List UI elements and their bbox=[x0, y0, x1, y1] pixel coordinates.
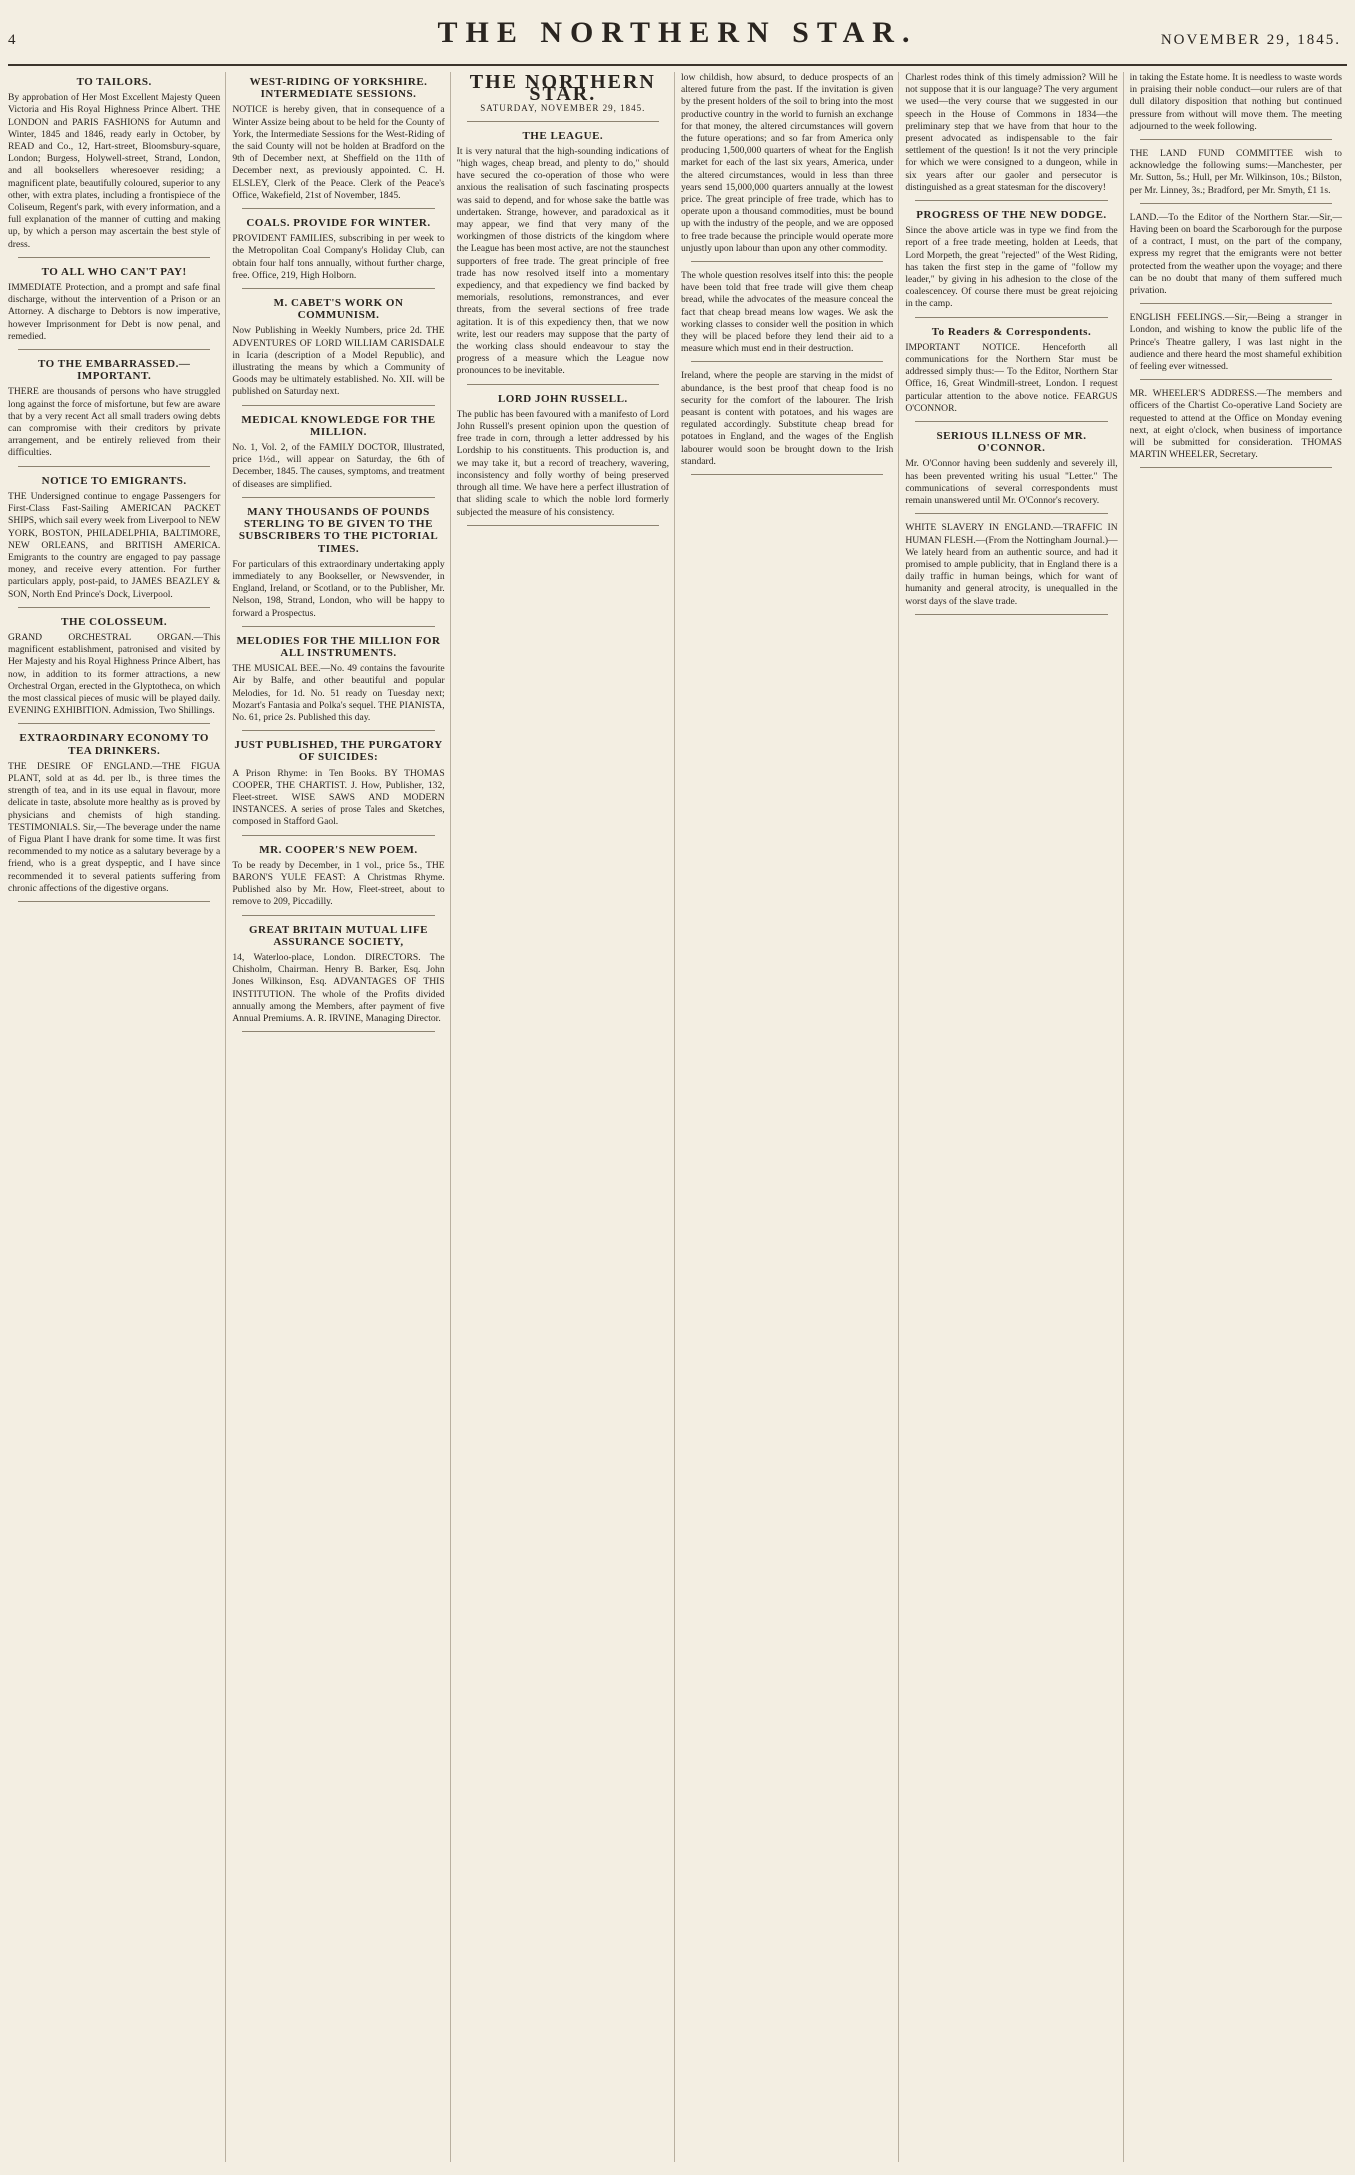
article-body: Now Publishing in Weekly Numbers, price 2d. THE ADVENTURES OF LORD WILLIAM CARISDALE in Icaria (description of a Model Republic), and illustrating the means by which a Community of Goods may be ultimately established. No. XII. will be published on Saturday next. bbox=[232, 325, 445, 398]
article-heading: To Readers & Correspondents. bbox=[931, 325, 1092, 338]
page-number: 4 bbox=[8, 32, 16, 48]
column-2 bbox=[232, 72, 450, 2162]
article-heading: TO TAILORS. bbox=[76, 76, 152, 88]
article-section bbox=[681, 72, 893, 262]
article-section bbox=[905, 522, 1117, 614]
article-section bbox=[232, 217, 444, 289]
article-section bbox=[457, 393, 669, 526]
article-body: IMMEDIATE Protection, and a prompt and safe final discharge, without the intervention of a Prison or an Attorney. A discharge to Debtors is now imperative, however Imprisonment for Debt is now penal, and remedied. bbox=[8, 282, 221, 342]
article-body: PROVIDENT FAMILIES, subscribing in per week to the Metropolitan Coal Company's Holiday Club, can obtain four half tons annually, without further charge, free. Office, 219, High Holborn. bbox=[232, 233, 445, 281]
article-section bbox=[8, 266, 220, 350]
article-body: The public has been favoured with a manifesto of Lord John Russell's present opinion upon the question of free trade in corn, through a letter addressed by his Lordship to his constituents. This production is, and we may take it, but a record of treachery, wavering, inconsistency and folly worthy of being preserved through all time. We have here a perfect illustration of that sliding scale to which the noble lord formerly subjected the measure of his consistency. bbox=[456, 408, 669, 518]
article-body: THERE are thousands of persons who have struggled long against the force of misfortune, but few are aware that by a very recent Act all small traders owing debts can compromise with their creditors by private arrangement, and be entirely relieved from their difficulties. bbox=[8, 386, 221, 459]
article-body: The whole question resolves itself into this: the people have been told that free trade will give them cheap bread, while the advocates of the measure conceal the fact that cheap bread means low wages. We ask the working classes to consider well the position in which they will be placed before they lend their aid to a measure which must end in their destruction. bbox=[680, 270, 894, 355]
section-divider bbox=[18, 723, 210, 724]
section-divider bbox=[1140, 203, 1332, 204]
article-section bbox=[232, 76, 444, 209]
article-body: IMPORTANT NOTICE. Henceforth all communications for the Northern Star must be addressed simply thus:— To the Editor, Northern Star Office, 16, Great Windmill-street, London. I request particular attention to the above notice. FEARGUS O'CONNOR. bbox=[905, 341, 1118, 414]
section-divider bbox=[1140, 467, 1332, 468]
masthead-rule bbox=[8, 64, 1347, 66]
article-heading: SERIOUS ILLNESS OF MR. O'CONNOR. bbox=[936, 430, 1087, 455]
article-body: MR. WHEELER'S ADDRESS.—The members and officers of the Chartist Co-operative Land Society are requested to attend at the Office on Monday evening next, at eight o'clock, when business of importance will be submitted for consideration. THOMAS MARTIN WHEELER, Secretary. bbox=[1129, 388, 1342, 461]
article-body: LAND.—To the Editor of the Northern Star.—Sir,—Having been on board the Scarborough for the purpose of a contract, I must, on the part of the company, express my regret that the emigrants were not better protected from the weather upon the voyage; and there can be no doubt that many of them suffered much privation. bbox=[1129, 211, 1342, 297]
section-divider bbox=[242, 915, 434, 916]
article-heading: GREAT BRITAIN MUTUAL LIFE ASSURANCE SOCIETY, bbox=[248, 923, 429, 948]
article-section bbox=[232, 739, 444, 835]
issue-date: NOVEMBER 29, 1845. bbox=[1160, 32, 1341, 48]
masthead bbox=[0, 6, 1355, 66]
article-body: THE Undersigned continue to engage Passengers for First-Class Fast-Sailing AMERICAN PACKET SHIPS, which sail every week from Liverpool to NEW YORK, BOSTON, PHILADELPHIA, BALTIMORE, NEW ORLEANS, and BRITISH AMERICA. Emigrants to the country are engaged to pay passage money, and receive every attention. For further particulars apply, post-paid, to JAMES BEAZLEY & SON, North End Prince's Dock, Liverpool. bbox=[8, 490, 221, 600]
section-divider bbox=[467, 384, 659, 385]
article-body: in taking the Estate home. It is needless to waste words in praising their noble conduct—our rulers are of that dull dilatory disposition that nothing but continued pressure from without will move them. The meeting adjourned to the week following. bbox=[1129, 72, 1342, 132]
article-section bbox=[232, 924, 444, 1033]
article-section bbox=[8, 76, 220, 258]
article-body: By approbation of Her Most Excellent Majesty Queen Victoria and His Royal Highness Prince Albert. THE LONDON and PARIS FASHIONS for Autumn and Winter, 1845 and 1846, ready early in October, by READ and Co., 12, Hart-street, Bloomsbury-square, London; Burgess, Holywell-street, Strand, London, and all booksellers wheresoever residing; a magnificent plate, beautifully coloured, superior to any other, with extra plates, including a frontispiece of the Coliseum, Regent's park, with every information, and a full explanation of the manner of cutting and making up, by which a person may ascertain the best style of dress. bbox=[8, 92, 221, 250]
article-body: No. 1, Vol. 2, of the FAMILY DOCTOR, Illustrated, price 1½d., will appear on Saturday, the 6th of December, 1845. The causes, symptoms, and treatment of diseases are simplified. bbox=[232, 442, 445, 490]
article-heading: TO ALL WHO CAN'T PAY! bbox=[41, 265, 187, 278]
article-body: It is very natural that the high-sounding indications of "high wages, cheap bread, and plenty to do," should have secured the co-operation of those who were anxious the realisation of such fascinating prospects was said to depend, and for whose sake the battle was undertaken. Strange, however, and paradoxical as it may appear, we find that very many of the workingmen of those districts of the kingdom where the League has been most active, are not the staunchest supporters of free trade. The great principle of free trade has now resolved itself into a momentary expediency, and that expediency we find backed by memorials, resolutions, remonstrances, and ever threats, from the several sections of free trade agitation. It is of this expediency then, that we now write, lest our readers may suppose that the party of the working class should endeavour to stay the progress of a measure which the League now pronounces to be inevitable. bbox=[456, 145, 669, 377]
article-section bbox=[232, 635, 444, 731]
section-divider bbox=[691, 361, 883, 362]
article-section bbox=[8, 732, 220, 902]
section-divider bbox=[691, 474, 883, 475]
article-heading: THE LEAGUE. bbox=[522, 129, 604, 142]
section-divider bbox=[915, 614, 1107, 615]
article-section bbox=[232, 506, 444, 627]
section-divider bbox=[1140, 379, 1332, 380]
article-body: For particulars of this extraordinary undertaking apply immediately to any Bookseller, or Newsvender, in England, Ireland, or Scotland, or to the Publisher, Mr. Nelson, 198, Strand, London, who will be happy to forward a Prospectus. bbox=[232, 558, 445, 619]
article-body: THE DESIRE OF ENGLAND.—THE FIGUA PLANT, sold at as 4d. per lb., is three times the strength of tea, and in its use equal in flavour, more delicate in taste, absolute more healthy as is proved by physicians and chemists of high standing. TESTIMONIALS. Sir,—The beverage under the name of Figua Plant I have drank for some time. It was first recommended to my notice as a salutary beverage by a friend, who is a great dyspeptic, and I have since recommended it to several patients suffering from chronic affections of the digestive organs. bbox=[8, 760, 221, 894]
article-body: THE MUSICAL BEE.—No. 49 contains the favourite Air by Balfe, and other beautiful and popular Melodies, for 1d. No. 51 ready on Tuesday next; Mozart's Fantasia and Polka's sequel. THE PIANISTA, No. 61, price 2s. Published this day. bbox=[232, 663, 445, 723]
article-body: GRAND ORCHESTRAL ORGAN.—This magnificent establishment, patronised and visited by Her Majesty and his Royal Highness Prince Albert, has now, in addition to its former attractions, a new Orchestral Organ, erected in the Glyptotheca, on which the most classical pieces of music will be played daily. EVENING EXHIBITION. Admission, Two Shillings. bbox=[8, 631, 221, 717]
paper-masthead-title: THE NORTHERN STAR. bbox=[437, 16, 918, 49]
article-section bbox=[905, 430, 1117, 514]
article-section bbox=[1130, 212, 1342, 304]
article-section bbox=[905, 209, 1117, 318]
section-divider bbox=[18, 607, 210, 608]
article-heading: MELODIES FOR THE MILLION FOR ALL INSTRUMENTS. bbox=[236, 634, 441, 659]
section-divider bbox=[18, 466, 210, 467]
article-heading: JUST PUBLISHED, THE PURGATORY OF SUICIDES: bbox=[234, 739, 443, 764]
column-6 bbox=[1130, 72, 1347, 2162]
section-divider bbox=[1140, 139, 1332, 140]
article-body: 14, Waterloo-place, London. DIRECTORS. The Chisholm, Chairman. Henry B. Barker, Esq. John Jones Wilkinson, Esq. ADVANTAGES OF THIS INSTITUTION. The whole of the Profits divided annually among the Members, after payment of five Annual Premiums. A. R. IRVINE, Managing Director. bbox=[232, 951, 445, 1024]
article-heading: PROGRESS OF THE NEW DODGE. bbox=[916, 209, 1107, 222]
section-divider bbox=[915, 317, 1107, 318]
section-divider bbox=[467, 121, 659, 122]
column-1 bbox=[8, 72, 226, 2162]
article-section bbox=[1130, 72, 1342, 140]
article-body: A Prison Rhyme: in Ten Books. BY THOMAS COOPER, THE CHARTIST. J. How, Publisher, 132, Fleet-street. WISE SAWS AND MODERN INSTANCES. A series of prose Tales and Sketches, composed in Stafford Gaol. bbox=[232, 767, 445, 828]
section-divider bbox=[242, 1031, 434, 1032]
section-divider bbox=[915, 421, 1107, 422]
section-divider bbox=[1140, 303, 1332, 304]
column-5 bbox=[905, 72, 1123, 2162]
article-body: NOTICE is hereby given, that in consequence of a Winter Assize being about to be held for the County of York, the Intermediate Sessions for the West-Riding of the said County will not be holden at Bradford on the 9th of December next, at Sheffield on the 11th of December next, as previously appointed. C. H. ELSLEY, Clerk of the Peace. Clerk of the Peace's Office, Wakefield, 21st of November, 1845. bbox=[232, 104, 445, 201]
article-heading: THE NORTHERN STAR. bbox=[469, 72, 656, 106]
article-body: THE LAND FUND COMMITTEE wish to acknowledge the following sums:—Manchester, per Mr. Sutton, 5s.; Hull, per Mr. Wilkinson, 10s.; Bilston, per Mr. Linney, 3s.; Bradford, per Mr. Smyth, £1 1s. bbox=[1129, 148, 1342, 196]
section-divider bbox=[242, 626, 434, 627]
article-body: Since the above article was in type we find from the report of a free trade meeting, holden at Leeds, that Lord Morpeth, the great "rejected" of the West Riding, has taken the first step in the game of "follow my leader," by giving in his adhesion to the close of the coalescencey. Of course there must be great rejoicing in the camp. bbox=[905, 225, 1118, 310]
section-divider bbox=[18, 901, 210, 902]
article-section bbox=[1130, 148, 1342, 204]
article-heading: MEDICAL KNOWLEDGE FOR THE MILLION. bbox=[241, 413, 436, 438]
column-3 bbox=[457, 72, 675, 2162]
article-body: Mr. O'Connor having been suddenly and severely ill, has been prevented writing his usual "Letter." The communications of several correspondents must remain unanswered until Mr. O'Connor's recovery. bbox=[905, 458, 1118, 507]
article-section bbox=[8, 475, 220, 608]
section-divider bbox=[242, 405, 434, 406]
section-divider bbox=[915, 513, 1107, 514]
article-section bbox=[681, 270, 893, 362]
article-section bbox=[681, 370, 893, 475]
article-body: ENGLISH FEELINGS.—Sir,—Being a stranger in London, and wishing to know the public life of the Prince's Theatre gallery, I was last night in the audience and there heard the most shameful exhibition of feeling ever witnessed. bbox=[1129, 312, 1342, 373]
section-divider bbox=[242, 288, 434, 289]
article-section bbox=[905, 72, 1117, 201]
article-heading: EXTRAORDINARY ECONOMY TO TEA DRINKERS. bbox=[19, 732, 209, 757]
article-section bbox=[905, 326, 1117, 422]
section-divider bbox=[242, 208, 434, 209]
article-heading: COALS. PROVIDE FOR WINTER. bbox=[246, 217, 431, 230]
article-body: Ireland, where the people are starving in the midst of abundance, is the best proof that cheap food is no security for the comfort of the labourer. The Irish peasant is content with potatoes, and his wages are regulated accordingly. Substitute cheap bread for potatoes in England, and the wages of the English labourer would soon be brought down to the Irish standard. bbox=[680, 370, 894, 467]
article-section bbox=[232, 297, 444, 406]
article-heading: MR. COOPER'S NEW POEM. bbox=[259, 843, 418, 856]
section-divider bbox=[467, 525, 659, 526]
article-heading: LORD JOHN RUSSELL. bbox=[497, 392, 628, 405]
article-section bbox=[232, 844, 444, 916]
article-body: SATURDAY, NOVEMBER 29, 1845. bbox=[480, 103, 646, 114]
columns-container bbox=[8, 72, 1347, 2162]
article-section bbox=[1130, 388, 1342, 468]
section-divider bbox=[18, 349, 210, 350]
article-section bbox=[8, 358, 220, 467]
article-heading: THE COLOSSEUM. bbox=[61, 615, 168, 628]
article-body: To be ready by December, in 1 vol., price 5s., THE BARON'S YULE FEAST: A Christmas Rhyme. Published also by Mr. How, Fleet-street, about to remove to 209, Piccadilly. bbox=[232, 859, 445, 908]
section-divider bbox=[242, 497, 434, 498]
article-section bbox=[1130, 312, 1342, 380]
article-heading: MANY THOUSANDS OF POUNDS STERLING TO BE GIVEN TO THE SUBSCRIBERS TO THE PICTORIAL TIMES. bbox=[238, 505, 439, 555]
article-section bbox=[8, 616, 220, 725]
article-heading: NOTICE TO EMIGRANTS. bbox=[41, 474, 187, 487]
article-heading: WEST-RIDING OF YORKSHIRE. INTERMEDIATE SESSIONS. bbox=[249, 76, 428, 101]
article-body: low childish, how absurd, to deduce prospects of an altered future from the past. If the invitation is given by the present holders of the soil to bring into the most productive country in the world to furnish an exchange for that money, the altered circumstances will govern the future operations; and so far from America only producing 1,500,000 quarters of wheat for the English market for each of the last six years, America, under the altered circumstances, would in less than three years send 15,000,000 quarters annually at the lowest price. The great principle of free trade, which has to operate upon a thousand commodities, must be bound up with the industry of the people, and we are opposed to free trade because the principle would operate more unjustly upon labour than upon any other commodity. bbox=[680, 72, 894, 254]
article-body: Charlest rodes think of this timely admission? Will he not suppose that it is our language? The very argument we used—the very course that we suggested in our speech in the House of Commons in 1834—the preliminary step that we have from that hour to the present advocated as indispensable to the fair settlement of the question! Is it not the very principle for which we were consigned to a dungeon, while in six years after our gaoler and persecutor is distinguished as a great statesman for the discovery! bbox=[905, 72, 1118, 193]
section-divider bbox=[242, 730, 434, 731]
article-section bbox=[232, 414, 444, 498]
article-heading: TO THE EMBARRASSED.—IMPORTANT. bbox=[38, 358, 191, 383]
section-divider bbox=[915, 200, 1107, 201]
article-body: WHITE SLAVERY IN ENGLAND.—TRAFFIC IN HUMAN FLESH.—(From the Nottingham Journal.)—We lately heard from an authentic source, and had it promised to ample publicity, that in England there is a daily traffic in human beings, which for want of humanity and general atrocity, is unequalled in the worst days of the slave trade. bbox=[905, 522, 1118, 607]
article-section bbox=[457, 72, 669, 122]
section-divider bbox=[242, 835, 434, 836]
article-heading: M. CABET'S WORK ON COMMUNISM. bbox=[273, 297, 404, 322]
column-4 bbox=[681, 72, 899, 2162]
article-section bbox=[457, 130, 669, 385]
section-divider bbox=[18, 257, 210, 258]
section-divider bbox=[691, 261, 883, 262]
